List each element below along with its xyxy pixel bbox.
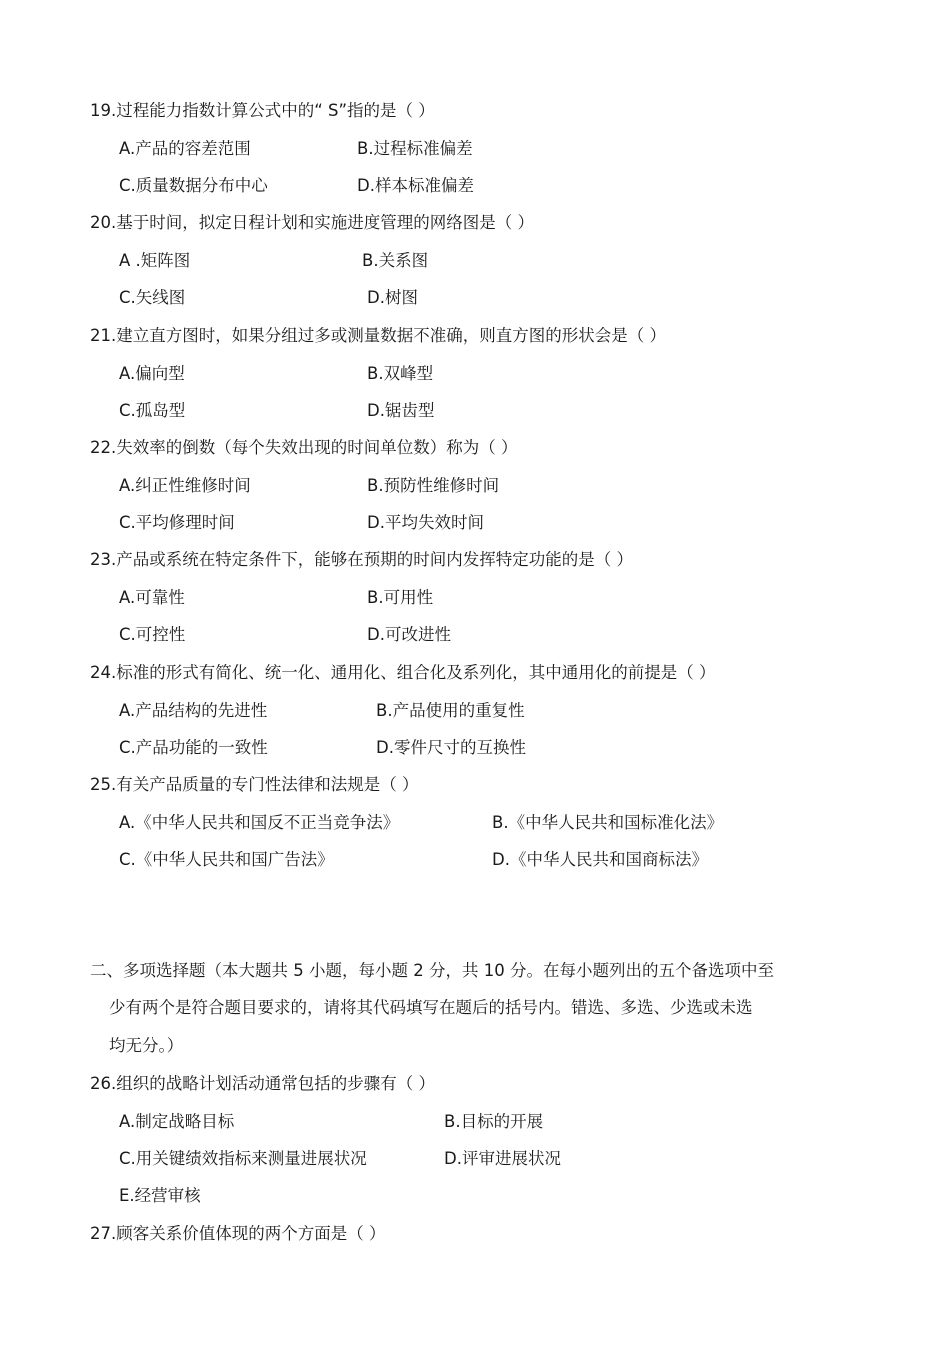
- question-25-option-b: B.《中华人民共和国标准化法》: [492, 813, 724, 832]
- question-27-stem: 27.顾客关系价值体现的两个方面是（ ）: [90, 1224, 386, 1243]
- section-2-heading-line-2: 少有两个是符合题目要求的，请将其代码填写在题后的括号内。错选、多选、少选或未选: [109, 998, 753, 1017]
- question-20-option-d: D.树图: [367, 288, 418, 307]
- question-20-option-a: A .矩阵图: [119, 251, 191, 270]
- question-25-option-c: C.《中华人民共和国广告法》: [119, 850, 334, 869]
- question-26-option-b: B.目标的开展: [444, 1112, 544, 1131]
- question-22-option-c: C.平均修理时间: [119, 513, 235, 532]
- question-19-option-b: B.过程标准偏差: [357, 139, 473, 158]
- question-25-stem: 25.有关产品质量的专门性法律和法规是（ ）: [90, 775, 419, 794]
- question-19-stem: 19.过程能力指数计算公式中的“ S”指的是（ ）: [90, 101, 435, 120]
- question-22-option-b: B.预防性维修时间: [367, 476, 500, 495]
- question-19-option-c: C.质量数据分布中心: [119, 176, 268, 195]
- question-26-option-a: A.制定战略目标: [119, 1112, 235, 1131]
- question-23-stem: 23.产品或系统在特定条件下，能够在预期的时间内发挥特定功能的是（ ）: [90, 550, 633, 569]
- question-22-option-a: A.纠正性维修时间: [119, 476, 251, 495]
- question-24-stem: 24.标准的形式有简化、统一化、通用化、组合化及系列化，其中通用化的前提是（ ）: [90, 663, 716, 682]
- question-21-option-d: D.锯齿型: [367, 401, 435, 420]
- question-26-stem: 26.组织的战略计划活动通常包括的步骤有（ ）: [90, 1074, 435, 1093]
- question-24-option-b: B.产品使用的重复性: [376, 701, 525, 720]
- question-20-option-c: C.矢线图: [119, 288, 186, 307]
- question-24-option-c: C.产品功能的一致性: [119, 738, 268, 757]
- question-21-stem: 21.建立直方图时，如果分组过多或测量数据不准确，则直方图的形状会是（ ）: [90, 326, 666, 345]
- question-19-option-a: A.产品的容差范围: [119, 139, 251, 158]
- question-23-option-b: B.可用性: [367, 588, 434, 607]
- question-24-option-d: D.零件尺寸的互换性: [376, 738, 526, 757]
- question-24-option-a: A.产品结构的先进性: [119, 701, 268, 720]
- question-26-option-e: E.经营审核: [119, 1186, 201, 1205]
- question-23-option-c: C.可控性: [119, 625, 186, 644]
- question-21-option-a: A.偏向型: [119, 364, 185, 383]
- question-22-option-d: D.平均失效时间: [367, 513, 484, 532]
- question-20-option-b: B.关系图: [362, 251, 429, 270]
- question-21-option-b: B.双峰型: [367, 364, 434, 383]
- question-26-option-d: D.评审进展状况: [444, 1149, 561, 1168]
- section-2-heading-line-1: 二、多项选择题（本大题共 5 小题，每小题 2 分，共 10 分。在每小题列出的五个备选项中至: [90, 961, 774, 980]
- question-22-stem: 22.失效率的倒数（每个失效出现的时间单位数）称为（ ）: [90, 438, 518, 457]
- section-2-heading-line-3: 均无分。）: [109, 1036, 184, 1055]
- question-21-option-c: C.孤岛型: [119, 401, 186, 420]
- question-19-option-d: D.样本标准偏差: [357, 176, 474, 195]
- question-26-option-c: C.用关键绩效指标来测量进展状况: [119, 1149, 367, 1168]
- question-23-option-d: D.可改进性: [367, 625, 451, 644]
- question-20-stem: 20.基于时间，拟定日程计划和实施进度管理的网络图是（ ）: [90, 213, 534, 232]
- question-25-option-d: D.《中华人民共和国商标法》: [492, 850, 708, 869]
- question-25-option-a: A.《中华人民共和国反不正当竞争法》: [119, 813, 400, 832]
- question-23-option-a: A.可靠性: [119, 588, 185, 607]
